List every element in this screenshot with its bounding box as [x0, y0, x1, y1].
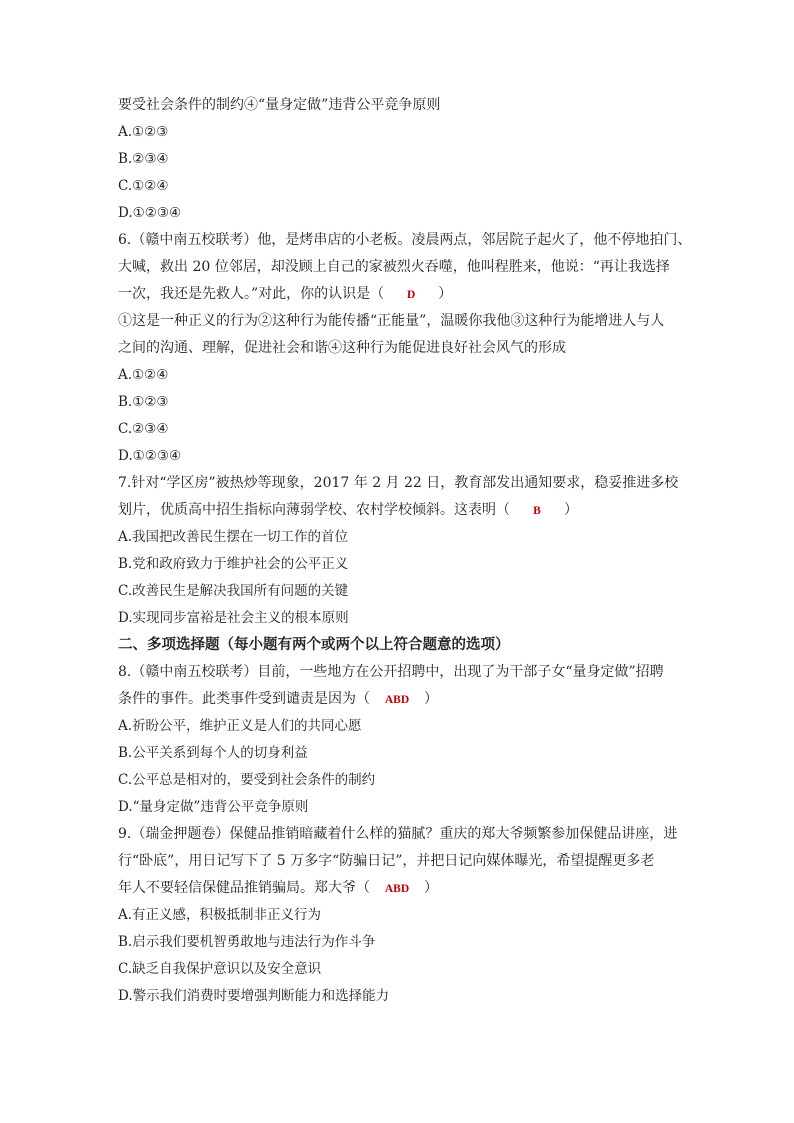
- q6-option-a: A.①②④: [118, 367, 169, 383]
- answer-7: B: [533, 505, 541, 517]
- q5-option-b: B.②③④: [118, 151, 169, 167]
- q9-option-a: A.有正义感，积极抵制非正义行为: [118, 907, 322, 923]
- question-6-statements-2: 之间的沟通、理解，促进社会和谐④这种行为能促进良好社会风气的形成: [118, 340, 566, 356]
- q6-option-b: B.①②③: [118, 394, 169, 410]
- q7-option-c: C.改善民生是解决我国所有问题的关键: [118, 583, 349, 599]
- question-9-line-3: [118, 875, 688, 902]
- question-6-line-3: [118, 281, 688, 308]
- q9-option-d: D.警示我们消费时要增强判断能力和选择能力: [118, 988, 390, 1004]
- close-paren: ）: [424, 691, 438, 707]
- close-paren: ）: [424, 880, 438, 896]
- q6-option-d: D.①②③④: [118, 448, 182, 464]
- q5-option-c: C.①②④: [118, 178, 169, 194]
- q8-option-a: A.祈盼公平，维护正义是人们的共同心愿: [118, 718, 362, 734]
- q9-option-b: B.启示我们要机智勇敢地与违法行为作斗争: [118, 934, 376, 950]
- question-6-line-1: 6.（赣中南五校联考）他，是烤串店的小老板。凌晨两点，邻居院子起火了，他不停地拍门、: [118, 232, 692, 248]
- q9-option-c: C.缺乏自我保护意识以及安全意识: [118, 961, 322, 977]
- question-6-line-2: 大喊，救出 20 位邻居，却没顾上自己的家被烈火吞噬，他叫程胜来，他说：“再让我选择: [118, 259, 670, 275]
- close-paren: ）: [438, 286, 453, 302]
- q7-option-a: A.我国把改善民生摆在一切工作的首位: [118, 529, 349, 545]
- question-8-line-2: [118, 686, 688, 713]
- question-6-statements-1: ①这是一种正义的行为②这种行为能传播“正能量”，温暖你我他③这种行为能增进人与人: [118, 313, 665, 329]
- close-paren: ）: [564, 502, 578, 518]
- question-9-stem-end: 年人不要轻信保健品推销骗局。郑大爷（: [118, 880, 370, 896]
- question-6-stem-end: 一次，我还是先救人。”对此，你的认识是（: [118, 286, 385, 302]
- q8-option-d: D.“量身定做”违背公平竞争原则: [118, 799, 309, 815]
- question-8-stem-end: 条件的事件。此类事件受到谴责是因为（: [118, 691, 370, 707]
- question-9-line-2: 行“卧底”，用日记写下了 5 万多字“防骗日记”，并把日记向媒体曝光，希望提醒更多老: [118, 853, 655, 869]
- answer-9: ABD: [384, 883, 410, 895]
- q5-option-a: A.①②③: [118, 124, 169, 140]
- question-9-line-1: 9.（瑞金押题卷）保健品推销暗藏着什么样的猫腻？重庆的郑大爷频繁参加保健品讲座，进: [118, 826, 678, 842]
- q7-option-d: D.实现同步富裕是社会主义的根本原则: [118, 610, 349, 626]
- q6-option-c: C.②③④: [118, 421, 169, 437]
- question-7-line-2: [118, 497, 688, 524]
- q8-option-b: B.公平关系到每个人的切身利益: [118, 745, 308, 761]
- section-2-heading: 二、多项选择题（每小题有两个或两个以上符合题意的选项）: [118, 637, 510, 653]
- question-7-line-1: 7.针对“学区房”被热炒等现象，2017 年 2 月 22 日，教育部发出通知要求，稳妥推进多校: [118, 475, 679, 491]
- question-5-continuation: 要受社会条件的制约④“量身定做”违背公平竞争原则: [118, 97, 441, 113]
- question-7-stem-end: 划片，优质高中招生指标向薄弱学校、农村学校倾斜。这表明（: [118, 502, 510, 518]
- q7-option-b: B.党和政府致力于维护社会的公平正义: [118, 556, 349, 572]
- answer-6: D: [407, 289, 416, 301]
- q8-option-c: C.公平总是相对的，要受到社会条件的制约: [118, 772, 376, 788]
- q5-option-d: D.①②③④: [118, 205, 182, 221]
- document-page: [118, 92, 692, 1010]
- question-8-line-1: 8.（赣中南五校联考）目前，一些地方在公开招聘中，出现了为干部子女“量身定做”招聘: [118, 664, 664, 680]
- answer-8: ABD: [384, 694, 410, 706]
